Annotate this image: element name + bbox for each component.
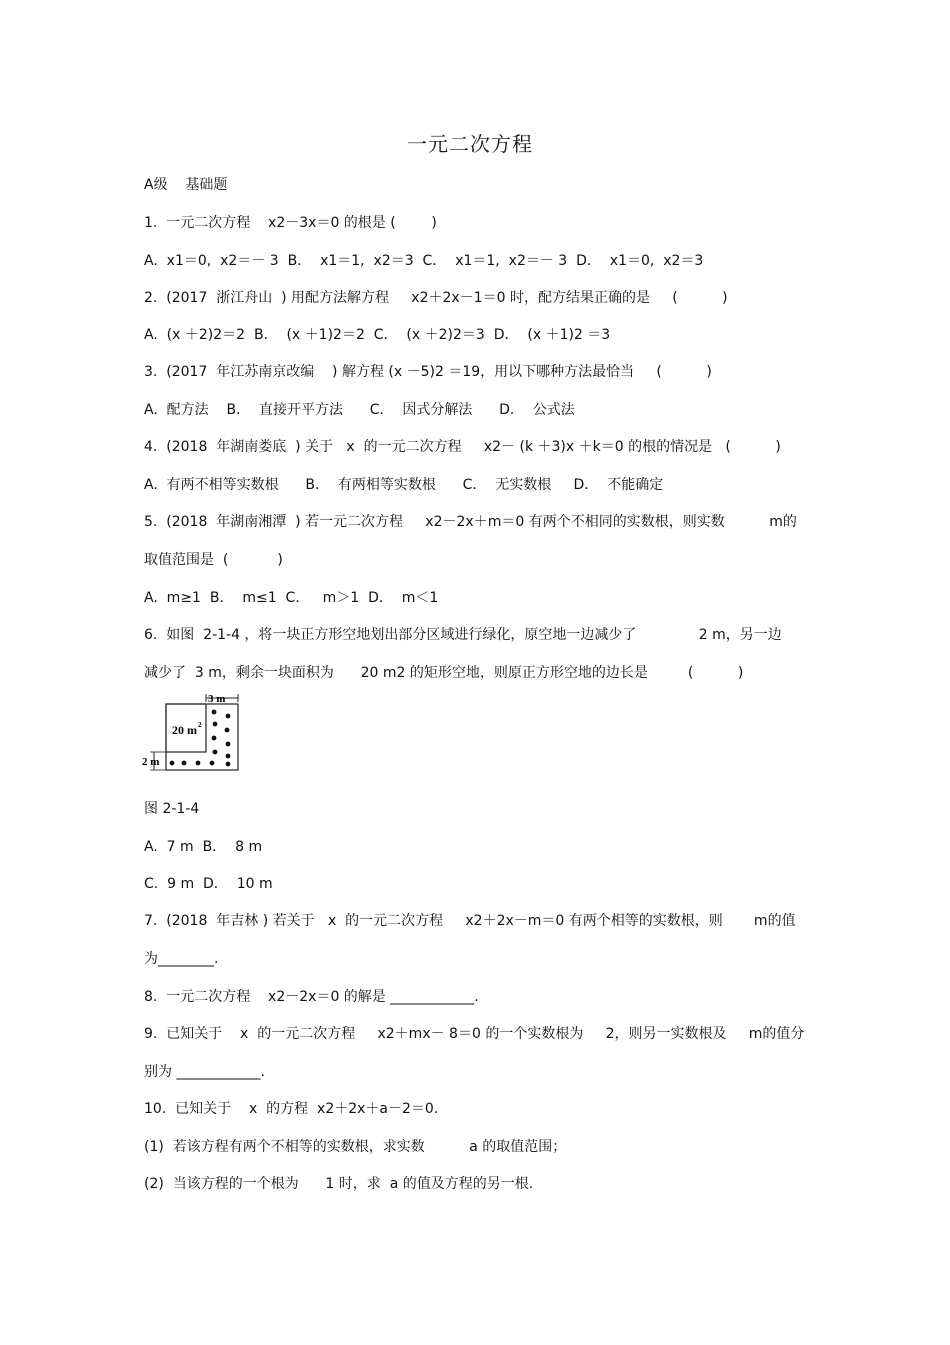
figure-label-inner-sup: 2 — [198, 721, 202, 729]
figure-tree-dots — [170, 710, 231, 767]
figure-label-top: 3 m — [208, 693, 226, 705]
question-10-part-2: (2) 当该方程的一个根为 1 时，求 a 的值及方程的另一根. — [144, 1176, 534, 1192]
question-2: 2. (2017 浙江舟山 ) 用配方法解方程 x2＋2x－1＝0 时，配方结果正确的是 ( ) — [144, 290, 728, 306]
question-5: 5. (2018 年湖南湘潭 ) 若一元二次方程 x2－2x＋m＝0 有两个不相同的实数根，则实数 m的 — [144, 514, 797, 530]
question-9-cont: 别为 ____________. — [144, 1064, 265, 1080]
figure-caption: 图 2-1-4 — [144, 801, 200, 817]
question-2-options: A. (x ＋2)2＝2 B． (x ＋1)2＝2 C． (x ＋2)2＝3 D． (x ＋1)2 ＝3 — [144, 327, 611, 343]
question-6-options-2: C. 9 m D． 10 m — [144, 876, 273, 892]
question-8: 8. 一元二次方程 x2－2x＝0 的解是 ____________. — [144, 989, 479, 1005]
question-6-cont: 减少了 3 m，剩余一块面积为 20 m2 的矩形空地，则原正方形空地的边长是 ( ) — [144, 665, 744, 681]
question-9: 9. 已知关于 x 的一元二次方程 x2＋mx－ 8＝0 的一个实数根为 2，则另一实数根及 m的值分 — [144, 1026, 805, 1042]
question-6: 6. 如图 2-1-4 ，将一块正方形空地划出部分区域进行绿化，原空地一边减少了 2 m，另一边 — [144, 627, 782, 643]
question-5-options: A. m≥1 B． m≤1 C． m＞1 D． m＜1 — [144, 590, 439, 606]
question-5-cont: 取值范围是 ( ) — [144, 552, 283, 568]
figure-2-1-4 — [142, 692, 252, 774]
question-10-part-1: (1) 若该方程有两个不相等的实数根，求实数 a 的取值范围； — [144, 1139, 567, 1155]
figure-label-inner: 20 m — [172, 723, 197, 737]
question-7-cont: 为________. — [144, 951, 219, 967]
question-4: 4. (2018 年湖南娄底 ) 关于 x 的一元二次方程 x2－ (k ＋3)x ＋k＝0 的根的情况是 ( ) — [144, 439, 781, 455]
question-7: 7. (2018 年吉林 ) 若关于 x 的一元二次方程 x2＋2x－m＝0 有两个相等的实数根，则 m的值 — [144, 913, 796, 929]
question-1-options: A. x1＝0, x2＝－ 3 B． x1＝1, x2＝3 C． x1＝1, x2＝－ 3 D． x1＝0, x2＝3 — [144, 253, 704, 269]
question-10: 10. 已知关于 x 的方程 x2＋2x＋a－2＝0. — [144, 1101, 439, 1117]
question-6-options-1: A. 7 m B． 8 m — [144, 839, 263, 855]
page-title: 一元二次方程 — [407, 132, 533, 156]
question-3: 3. (2017 年江苏南京改编 ) 解方程 (x －5)2 ＝19，用以下哪种方法最恰当 ( ) — [144, 364, 712, 380]
section-heading: A级 基础题 — [144, 177, 228, 193]
figure-label-left: 2 m — [142, 756, 160, 768]
question-4-options: A. 有两不相等实数根 B． 有两相等实数根 C． 无实数根 D． 不能确定 — [144, 477, 664, 493]
question-1: 1. 一元二次方程 x2－3x＝0 的根是 ( ) — [144, 215, 437, 231]
question-3-options: A. 配方法 B． 直接开平方法 C． 因式分解法 D． 公式法 — [144, 402, 575, 418]
